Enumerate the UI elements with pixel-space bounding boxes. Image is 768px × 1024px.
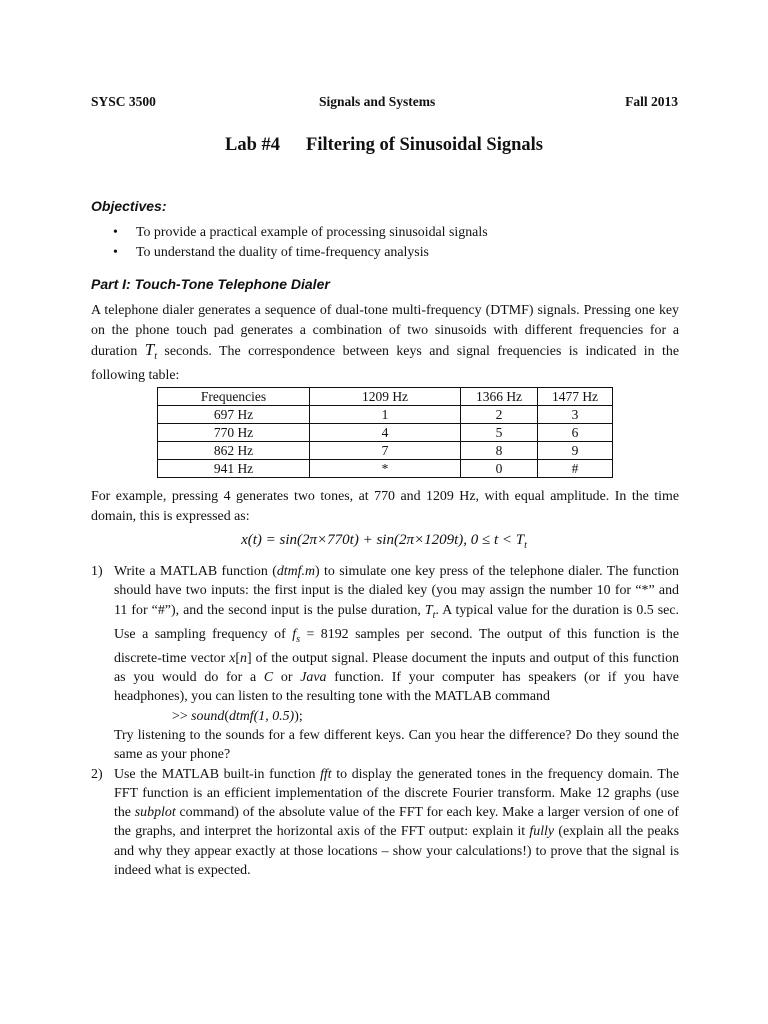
table-cell: 770 Hz: [158, 424, 310, 442]
part1-heading: Part I: Touch-Tone Telephone Dialer: [91, 276, 330, 292]
item-number: 2): [91, 766, 103, 782]
table-row: [158, 460, 613, 478]
example-text: For example, pressing 4 generates two tones, at 770 and 1209 Hz, with equal amplitude. In the time domain, this is expressed as:: [91, 489, 679, 524]
task-list: [91, 562, 679, 880]
equation-subscript: t: [524, 540, 527, 551]
item-text: or: [273, 670, 301, 686]
table-cell: 8: [461, 442, 538, 460]
table-cell: 862 Hz: [158, 442, 310, 460]
list-item: • To understand the duality of time-frequency analysis: [91, 243, 488, 263]
xn-symbol: x: [229, 650, 236, 666]
part1-intro: [91, 301, 679, 386]
lab-name: Filtering of Sinusoidal Signals: [306, 135, 543, 155]
equation-text: x(t) = sin(2π×770t) + sin(2π×1209t), 0 ≤ t < T: [241, 532, 525, 548]
matlab-command: [114, 707, 679, 726]
table-header: 1477 Hz: [538, 388, 613, 406]
item-text: ) to simulate one key press of the telephone dialer. The function should have two inputs: the first input is the dialed key (you may assign the number 10 for “*” and 11 for “#”), and the second input is the pulse duration,: [114, 564, 679, 618]
item-text: (explain all the peaks and why they appear exactly at those locations – show your calculations!) to prove that the signal is indeed what is expected.: [114, 824, 679, 879]
dtmf-table: [157, 387, 613, 478]
item-text: of the output signal. Please document the inputs and output of this function as you would do for a: [114, 650, 679, 686]
intro-text: A telephone dialer generates a sequence of dual-tone multi-frequency (DTMF) signals. Pressing one key on the phone touch pad generates a combination of two sinusoids with different frequencies for a duration: [91, 303, 679, 359]
table-header-row: [158, 388, 613, 406]
command-fn: sound: [191, 708, 225, 724]
table-row: [158, 442, 613, 460]
table-cell: 0: [461, 460, 538, 478]
duration-symbol: T: [144, 340, 155, 359]
table-cell: 2: [461, 406, 538, 424]
fs-symbol: f: [292, 626, 297, 642]
item-text: to display the generated tones in the frequency domain. The FFT function is an efficient implementation of the discrete Fourier transform. Make 12 graphs (use the: [114, 766, 680, 821]
item-text: command) of the absolute value of the FFT for each key. Make a larger version of one of the graphs, and interpret the horizontal axis of the FFT output: explain it: [114, 805, 679, 840]
objectives-list: [91, 223, 488, 263]
table-cell: 7: [310, 442, 461, 460]
xn-bracket: ]: [246, 650, 252, 666]
dtmf-equation: [0, 532, 768, 551]
table-header: Frequencies: [158, 388, 310, 406]
table-cell: 697 Hz: [158, 406, 310, 424]
lang-c: C: [263, 670, 274, 686]
function-name: dtmf.m: [276, 564, 316, 579]
table-row: [158, 424, 613, 442]
table-cell: 1: [310, 406, 461, 424]
lab-number: Lab #4: [225, 135, 281, 155]
list-item: • To provide a practical example of processing sinusoidal signals: [91, 223, 488, 243]
fs-value: = 8192: [300, 626, 349, 642]
table-header: 1209 Hz: [310, 388, 461, 406]
table-row: [158, 406, 613, 424]
table-cell: #: [538, 460, 613, 478]
document-title: [0, 135, 768, 156]
item-text: Try listening to the sounds for a few different keys. Can you hear the difference? Do they sound the same as your phone?: [114, 727, 679, 763]
subplot-command: subplot: [134, 805, 176, 821]
xn-index: n: [240, 650, 247, 666]
item-text: . A typical value for the duration is 0.5 sec. Use a sampling frequency of: [114, 602, 679, 642]
item-text: Write a MATLAB function (: [114, 564, 277, 579]
table-cell: 941 Hz: [158, 460, 310, 478]
fs-subscript: s: [296, 633, 300, 645]
table-cell: 9: [538, 442, 613, 460]
objectives-heading: Objectives:: [91, 198, 167, 214]
command-end: );: [294, 708, 303, 724]
list-item: [91, 765, 679, 881]
page-header: [91, 94, 678, 110]
table-cell: 3: [538, 406, 613, 424]
table-header: 1366 Hz: [461, 388, 538, 406]
emphasis-fully: fully: [529, 824, 555, 840]
course-term: Fall 2013: [625, 94, 678, 109]
course-code: SYSC 3500: [91, 94, 156, 109]
table-cell: *: [310, 460, 461, 478]
duration-subscript: t: [432, 609, 436, 621]
lang-java: Java: [300, 670, 327, 686]
table-cell: 5: [461, 424, 538, 442]
item-text: function. If your computer has speakers (or if you have headphones), you can listen to the resulting tone with the MATLAB command: [114, 670, 679, 705]
item-number: 1): [91, 564, 103, 579]
course-subject: Signals and Systems: [319, 94, 436, 109]
command-arg-fn: dtmf: [228, 708, 254, 724]
table-cell: 4: [310, 424, 461, 442]
command-args: (1, 0.5): [253, 708, 295, 724]
command-prompt: >>: [172, 708, 192, 724]
duration-subscript: t: [154, 350, 157, 362]
item-text: samples per second. The output of this function is the discrete-time vector: [114, 626, 679, 666]
item-text: Use the MATLAB built-in function: [114, 766, 321, 782]
list-item: [91, 562, 679, 765]
table-cell: 6: [538, 424, 613, 442]
command-paren: (: [224, 708, 229, 724]
duration-symbol: T: [424, 602, 433, 618]
xn-bracket: [: [235, 650, 241, 666]
fft-function: fft: [320, 766, 332, 782]
intro-text: seconds. The correspondence between keys and signal frequencies is indicated in the following table:: [91, 344, 680, 384]
